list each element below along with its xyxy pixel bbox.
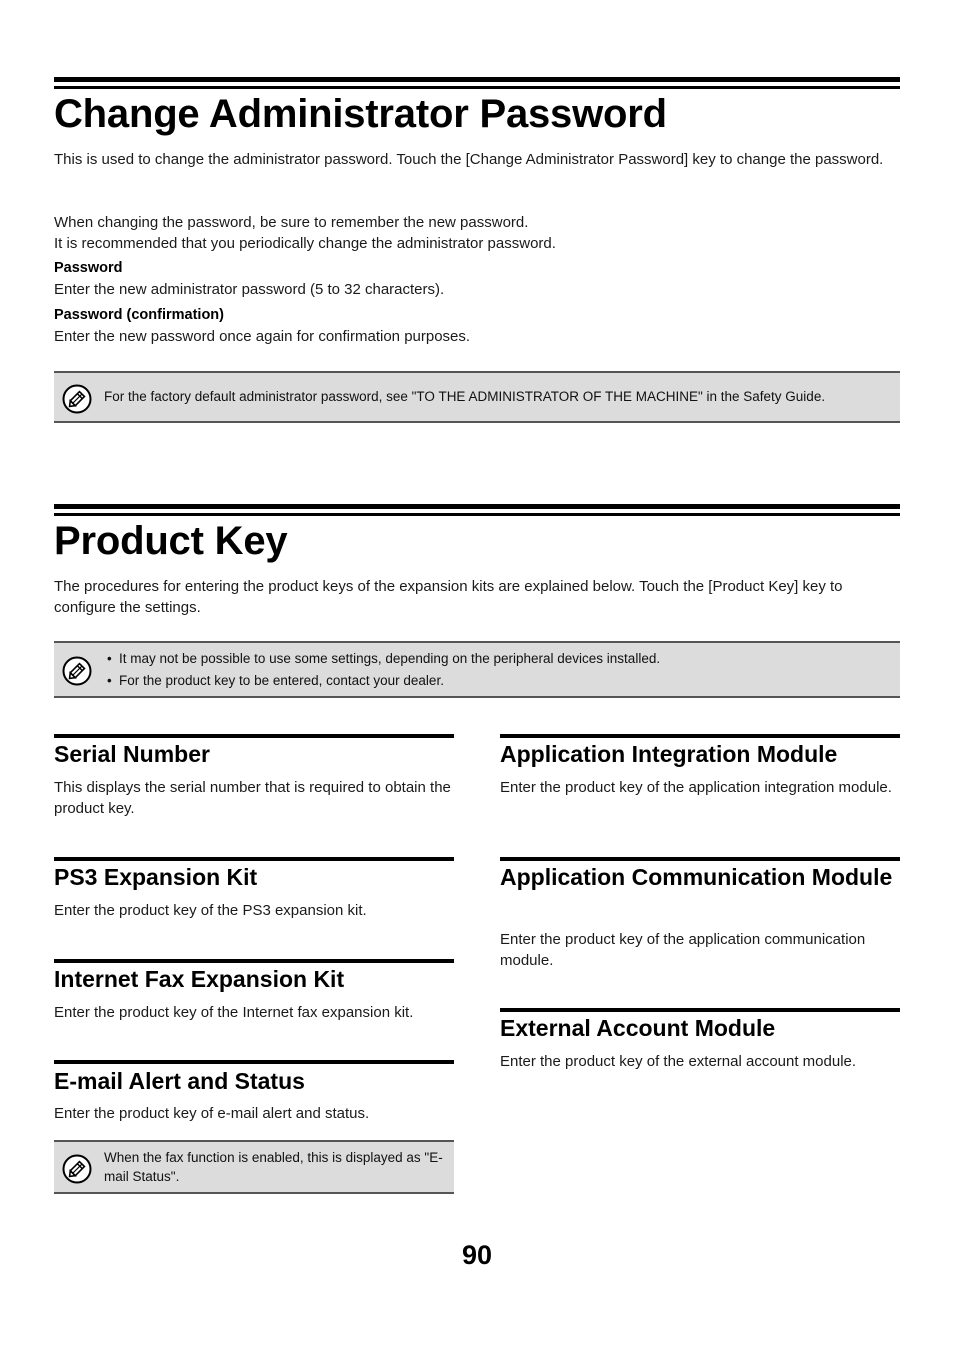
external-account-module-desc: Enter the product key of the external account module. [500,1053,857,1070]
heading-internet-fax-expansion-kit: Internet Fax Expansion Kit [54,966,345,992]
admin-password-recommend: It is recommended that you periodically change the administrator password. [54,235,556,252]
title-rule-thick [54,504,900,509]
note-box-product-key [54,641,900,698]
title-rule-thin [54,86,900,89]
section-rule [500,857,900,861]
admin-password-remember: When changing the password, be sure to remember the new password. [54,214,529,231]
section-rule [500,1008,900,1012]
heading-application-communication-module: Application Communication Module [500,864,893,890]
password-label: Password [54,260,123,276]
section-rule [54,1060,454,1064]
title-rule-thick [54,77,900,82]
pencil-note-icon [62,1154,92,1184]
ps3-expansion-kit-desc: Enter the product key of the PS3 expansion kit. [54,902,367,919]
section-rule [500,734,900,738]
heading-external-account-module: External Account Module [500,1015,776,1041]
email-alert-status-desc: Enter the product key of e-mail alert and status. [54,1105,370,1122]
pencil-note-icon [62,656,92,686]
section-rule [54,959,454,963]
heading-application-integration-module: Application Integration Module [500,741,838,767]
page-title-change-admin-password: Change Administrator Password [54,92,667,136]
pencil-note-icon [62,384,92,414]
note-bullet-item: • It may not be possible to use some settings, depending on the peripheral devices installed. [104,648,884,670]
heading-ps3-expansion-kit: PS3 Expansion Kit [54,864,258,890]
admin-password-intro: This is used to change the administrator password. Touch the [Change Administrator Password] key to change the password. [54,151,884,168]
heading-serial-number: Serial Number [54,741,210,767]
note-box-email-status [54,1140,454,1194]
password-confirmation-label: Password (confirmation) [54,307,224,323]
note-box-default-password [54,371,900,423]
note-email-status-text: When the fax function is enabled, this is displayed as "E-mail Status". [104,1150,443,1184]
application-integration-module-desc: Enter the product key of the application integration module. [500,779,892,796]
title-rule-thin [54,513,900,516]
password-desc: Enter the new administrator password (5 to 32 characters). [54,281,445,298]
page-title-product-key: Product Key [54,519,288,563]
page-number: 90 [461,1240,493,1270]
application-communication-module-desc: Enter the product key of the application communication module. [500,931,866,969]
note-bullet-item: • For the product key to be entered, contact your dealer. [104,670,884,692]
heading-email-alert-status: E-mail Alert and Status [54,1068,305,1094]
note-default-password-text: For the factory default administrator password, see "TO THE ADMINISTRATOR OF THE MACHINE" in the Safety Guide. [104,389,826,404]
product-key-intro: The procedures for entering the product keys of the expansion kits are explained below. Touch the [Product Key] key to configure the settings. [54,578,843,616]
section-rule [54,734,454,738]
password-confirmation-desc: Enter the new password once again for confirmation purposes. [54,328,471,345]
note-product-key-list [104,648,884,692]
serial-number-desc: This displays the serial number that is required to obtain the product key. [54,779,451,817]
internet-fax-expansion-kit-desc: Enter the product key of the Internet fax expansion kit. [54,1004,414,1021]
section-rule [54,857,454,861]
